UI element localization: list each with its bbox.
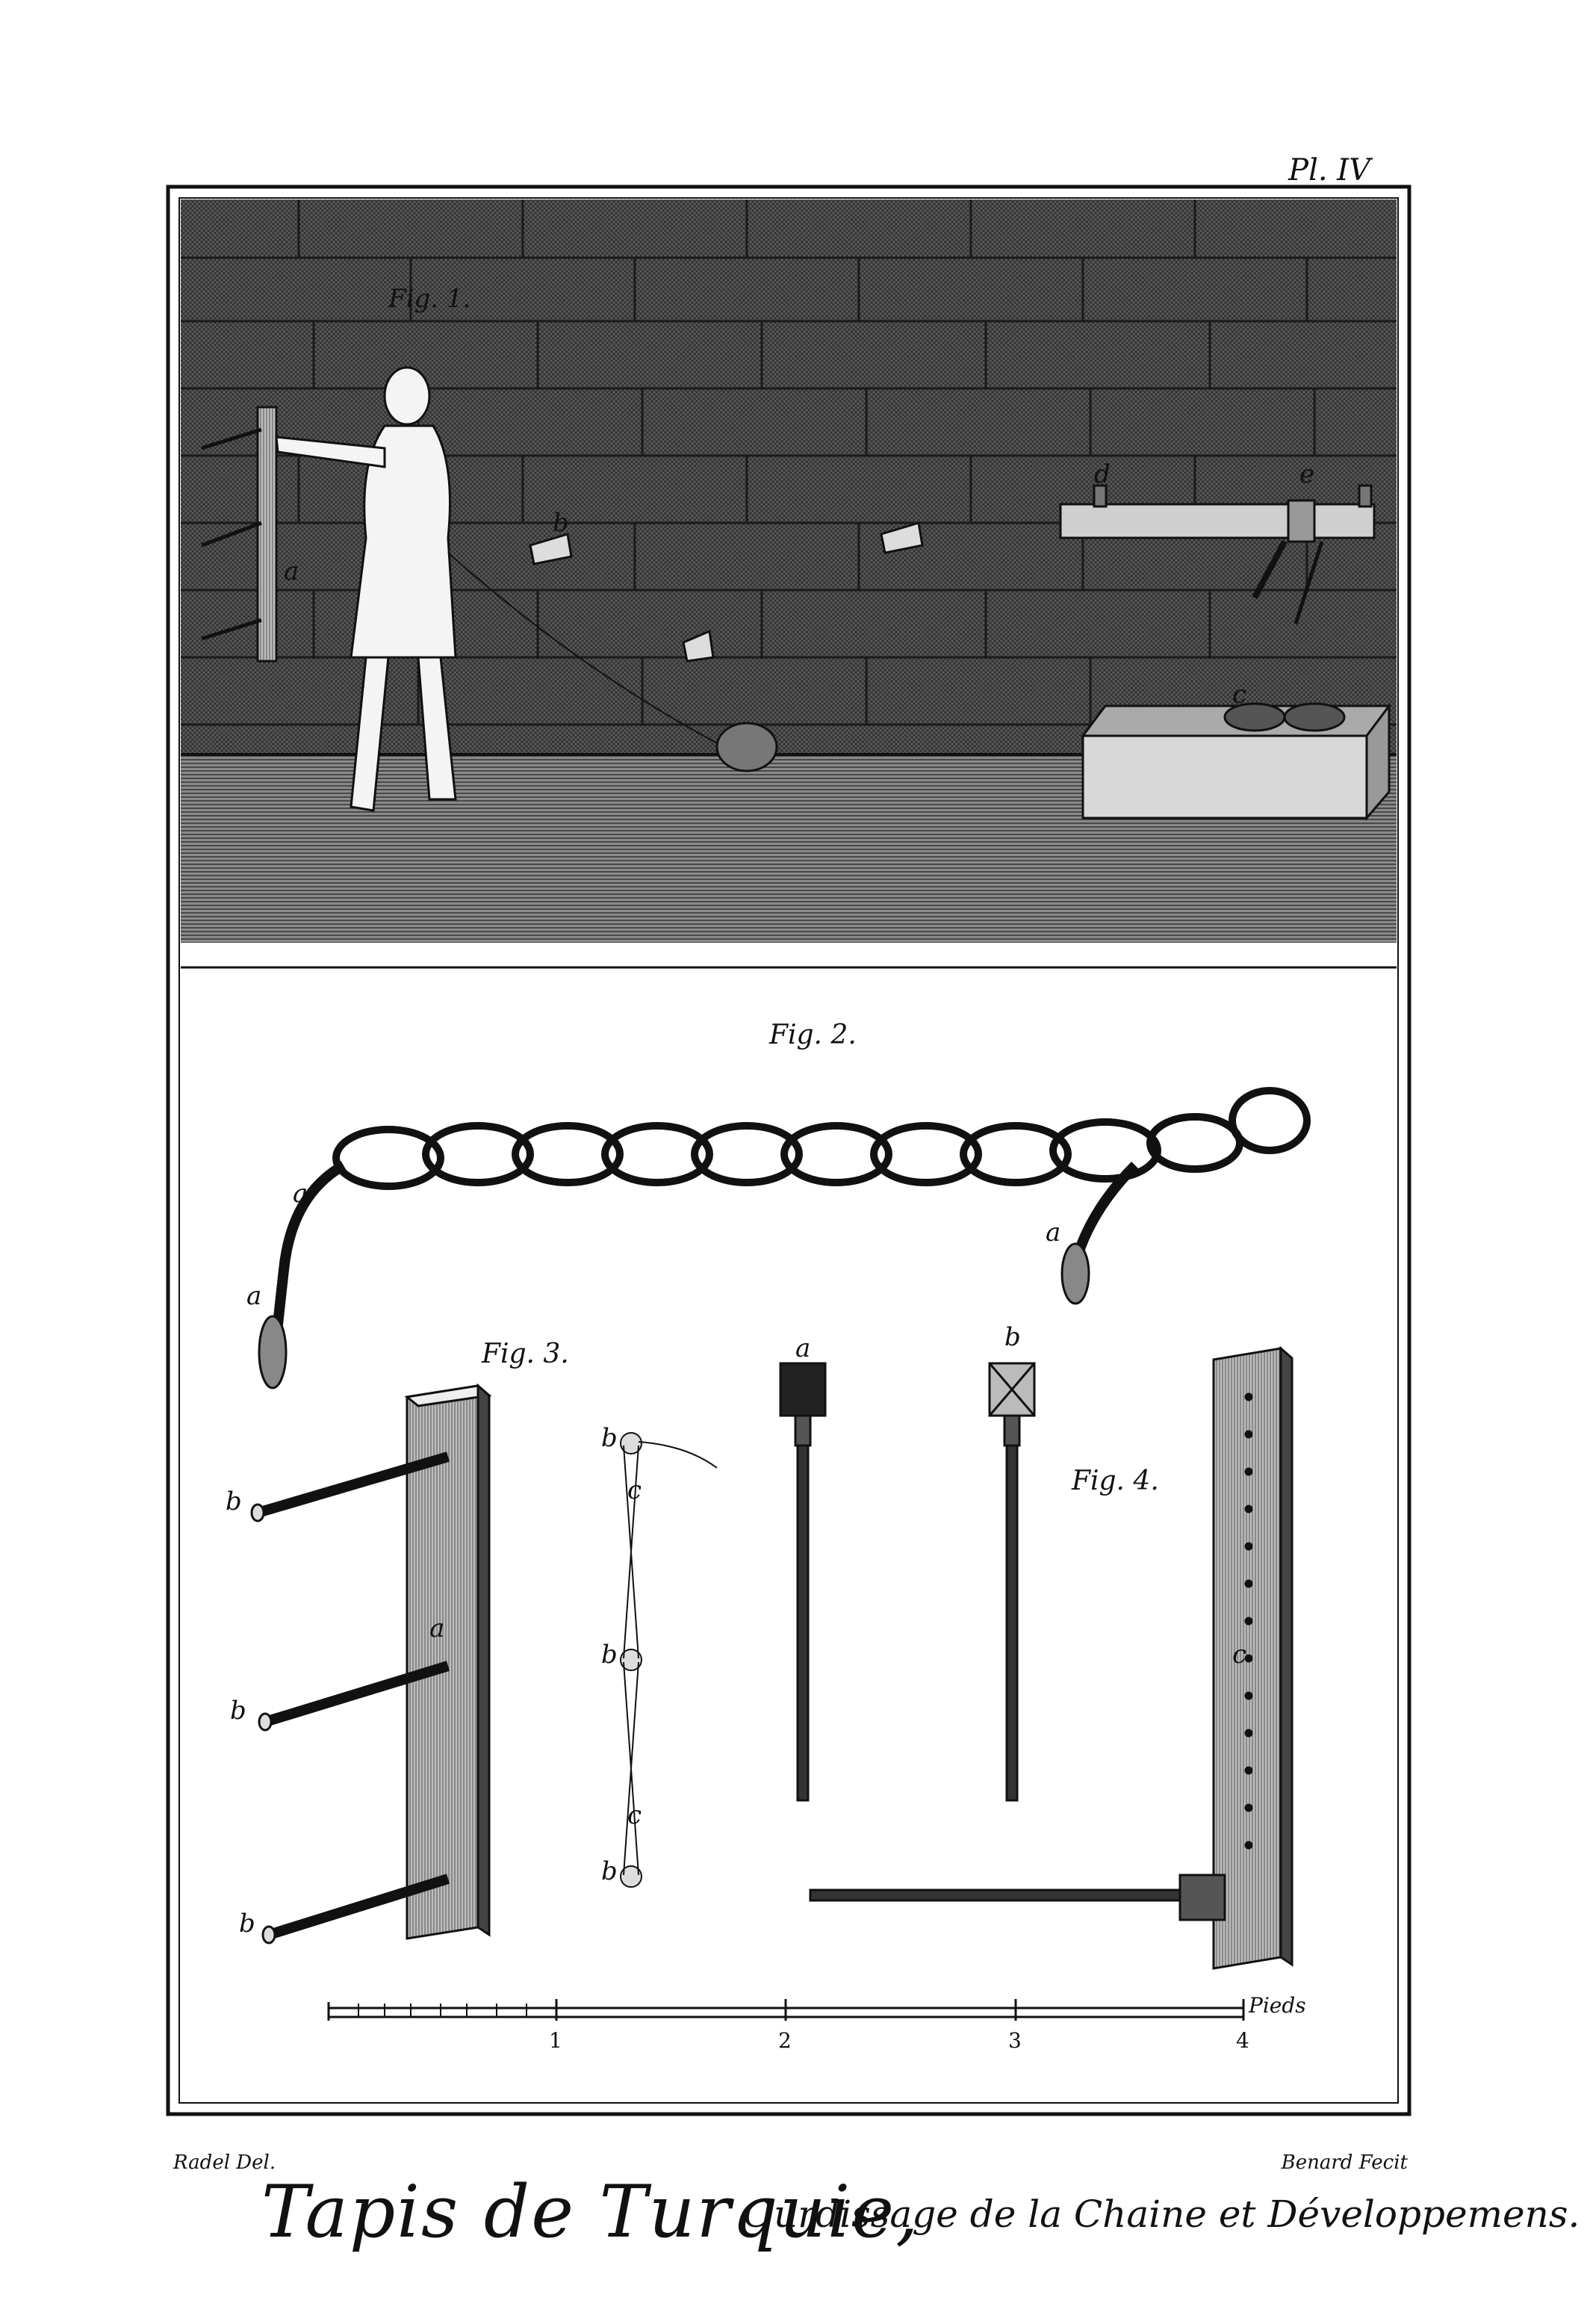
vignette-letter-c: c (1232, 680, 1247, 710)
yarn-crate (1083, 704, 1389, 818)
credit-left: Radel Del. (173, 2151, 276, 2174)
vignette-letter-b: b (553, 508, 569, 538)
figure2-letter-a-3: a (1046, 1218, 1061, 1248)
vignette-letter-a: a (284, 557, 299, 586)
vignette-figure-label: Fig. 1. (388, 284, 471, 314)
figure4-label: Fig. 4. (1072, 1466, 1159, 1496)
plate-title: Tapis de Turquie, (261, 2170, 920, 2254)
figure3-letter-c-1: c (627, 1475, 642, 1505)
figure3-letter-c-2: c (627, 1800, 642, 1830)
scale-tick-2: 2 (778, 2028, 792, 2053)
figure3-letter-b-1: b (226, 1487, 242, 1516)
figure3-label: Fig. 3. (482, 1339, 569, 1369)
figure3-post (252, 1386, 489, 1943)
figure3-letter-b-2: b (230, 1696, 246, 1726)
vignette-scene (181, 199, 1397, 943)
figure2-label: Fig. 2. (769, 1020, 857, 1050)
figure4-letter-a: a (795, 1333, 811, 1363)
scale-unit: Pieds (1249, 1993, 1306, 2018)
scale-tick-3: 3 (1008, 2028, 1022, 2053)
figure4-letter-b: b (1004, 1322, 1021, 1352)
chain-end-right (1062, 1244, 1089, 1304)
scale-tick-4: 4 (1236, 2028, 1249, 2053)
figure2-letter-a-1: a (293, 1179, 308, 1209)
scale-tick-1: 1 (549, 2028, 562, 2053)
figure4-upright (810, 1348, 1292, 1968)
figure3-letter-b-3: b (239, 1909, 255, 1939)
figure4-rods (780, 1363, 1034, 1800)
figure3-letter-b-4: b (601, 1423, 618, 1453)
vignette-letter-e: e (1299, 459, 1315, 489)
figure4-letter-c: c (1232, 1640, 1247, 1670)
yarn-ball (717, 723, 777, 771)
figure3-letter-b-5: b (601, 1640, 618, 1670)
plate-number: Pl. IV (1288, 153, 1370, 188)
vignette-letter-d: d (1094, 459, 1111, 489)
chain-end-left (259, 1316, 286, 1388)
plate-subtitle: Ourdissage de la Chaine et Développemens. (743, 2193, 1580, 2236)
figure2-chain (273, 1091, 1307, 1375)
figure2-letter-a-2: a (246, 1281, 262, 1311)
credit-right: Benard Fecit (1281, 2151, 1408, 2174)
figure3-letter-a: a (429, 1614, 445, 1643)
figure3-letter-b-6: b (601, 1856, 618, 1886)
scale-bar (329, 1999, 1243, 2021)
